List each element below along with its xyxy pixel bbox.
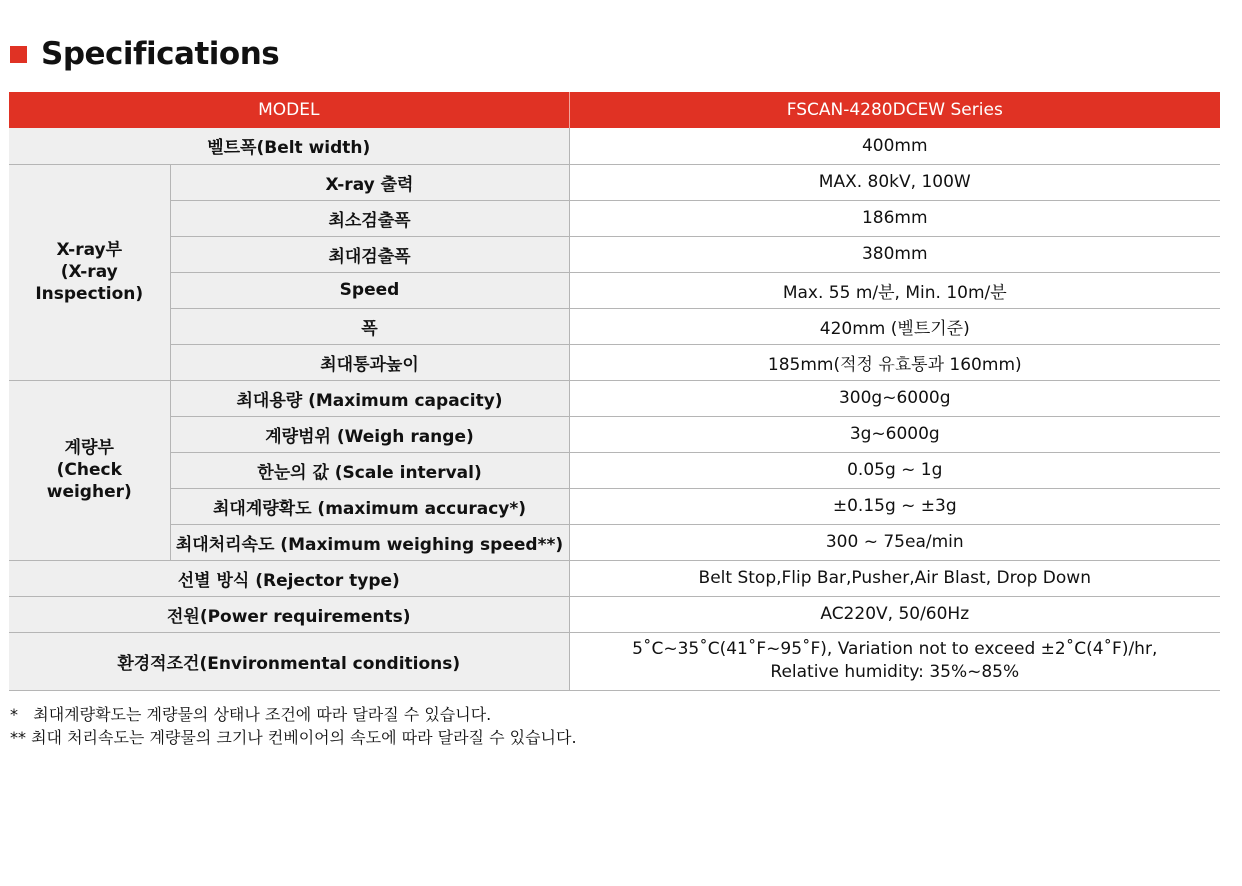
table-row: [9, 488, 1220, 524]
row-label: 한눈의 값 (Scale interval): [170, 452, 569, 488]
row-value: AC220V, 50/60Hz: [569, 596, 1220, 632]
page-title: [10, 36, 279, 72]
group-weigher: [9, 380, 170, 560]
row-label: 환경적조건(Environmental conditions): [9, 632, 569, 690]
group-line: Inspection): [35, 284, 144, 304]
row-label: 최대처리속도 (Maximum weighing speed**): [170, 524, 569, 560]
row-label: Speed: [170, 272, 569, 308]
table-row: [9, 344, 1220, 380]
table-row: [9, 452, 1220, 488]
title-marker: [10, 46, 27, 63]
row-value: Belt Stop,Flip Bar,Pusher,Air Blast, Drop Down: [569, 560, 1220, 596]
row-label: 벨트폭(Belt width): [9, 128, 569, 164]
table-row: [9, 380, 1220, 416]
table-row: [9, 272, 1220, 308]
row-label: 최대용량 (Maximum capacity): [170, 380, 569, 416]
row-value: [569, 632, 1220, 690]
title-text: Specifications: [41, 36, 280, 72]
table-header: [9, 92, 1220, 128]
value-line: Relative humidity: 35%~85%: [770, 662, 1020, 682]
row-value: 186mm: [569, 200, 1220, 236]
row-value: 3g~6000g: [569, 416, 1220, 452]
footnotes: [10, 703, 577, 749]
row-value: 185mm(적정 유효통과 160mm): [569, 344, 1220, 380]
row-value: 420mm (벨트기준): [569, 308, 1220, 344]
row-label: 폭: [170, 308, 569, 344]
footnote: * 최대계량확도는 계량물의 상태나 조건에 따라 달라질 수 있습니다.: [10, 705, 492, 724]
table-row: [9, 164, 1220, 200]
table-row: [9, 308, 1220, 344]
header-model-value: FSCAN-4280DCEW Series: [569, 92, 1220, 128]
table-row: [9, 524, 1220, 560]
row-label: 최대계량확도 (maximum accuracy*): [170, 488, 569, 524]
row-value: 300g~6000g: [569, 380, 1220, 416]
row-label: 최대검출폭: [170, 236, 569, 272]
row-value: 380mm: [569, 236, 1220, 272]
group-line: (X-ray: [60, 262, 118, 282]
table-row: [9, 128, 1220, 164]
header-model-label: MODEL: [9, 92, 569, 128]
row-value: MAX. 80kV, 100W: [569, 164, 1220, 200]
table-row: [9, 416, 1220, 452]
row-label: 최소검출폭: [170, 200, 569, 236]
table-row: [9, 560, 1220, 596]
value-line: 5˚C~35˚C(41˚F~95˚F), Variation not to exceed ±2˚C(4˚F)/hr,: [632, 639, 1158, 659]
row-label: 선별 방식 (Rejector type): [9, 560, 569, 596]
table-row: [9, 632, 1220, 690]
spec-table: [9, 92, 1220, 691]
group-line: X-ray부: [56, 240, 123, 260]
row-label: 계량범위 (Weigh range): [170, 416, 569, 452]
table-row: [9, 596, 1220, 632]
row-value: 0.05g ~ 1g: [569, 452, 1220, 488]
table-row: [9, 200, 1220, 236]
group-xray: [9, 164, 170, 380]
row-value: ±0.15g ~ ±3g: [569, 488, 1220, 524]
group-line: 계량부: [64, 438, 114, 458]
footnote: ** 최대 처리속도는 계량물의 크기나 컨베이어의 속도에 따라 달라질 수 있습니다.: [10, 728, 577, 747]
row-label: X-ray 출력: [170, 164, 569, 200]
row-value: Max. 55 m/분, Min. 10m/분: [569, 272, 1220, 308]
group-line: (Check weigher): [46, 460, 132, 502]
row-value: 400mm: [569, 128, 1220, 164]
row-label: 최대통과높이: [170, 344, 569, 380]
row-value: 300 ~ 75ea/min: [569, 524, 1220, 560]
table-row: [9, 236, 1220, 272]
row-label: 전원(Power requirements): [9, 596, 569, 632]
